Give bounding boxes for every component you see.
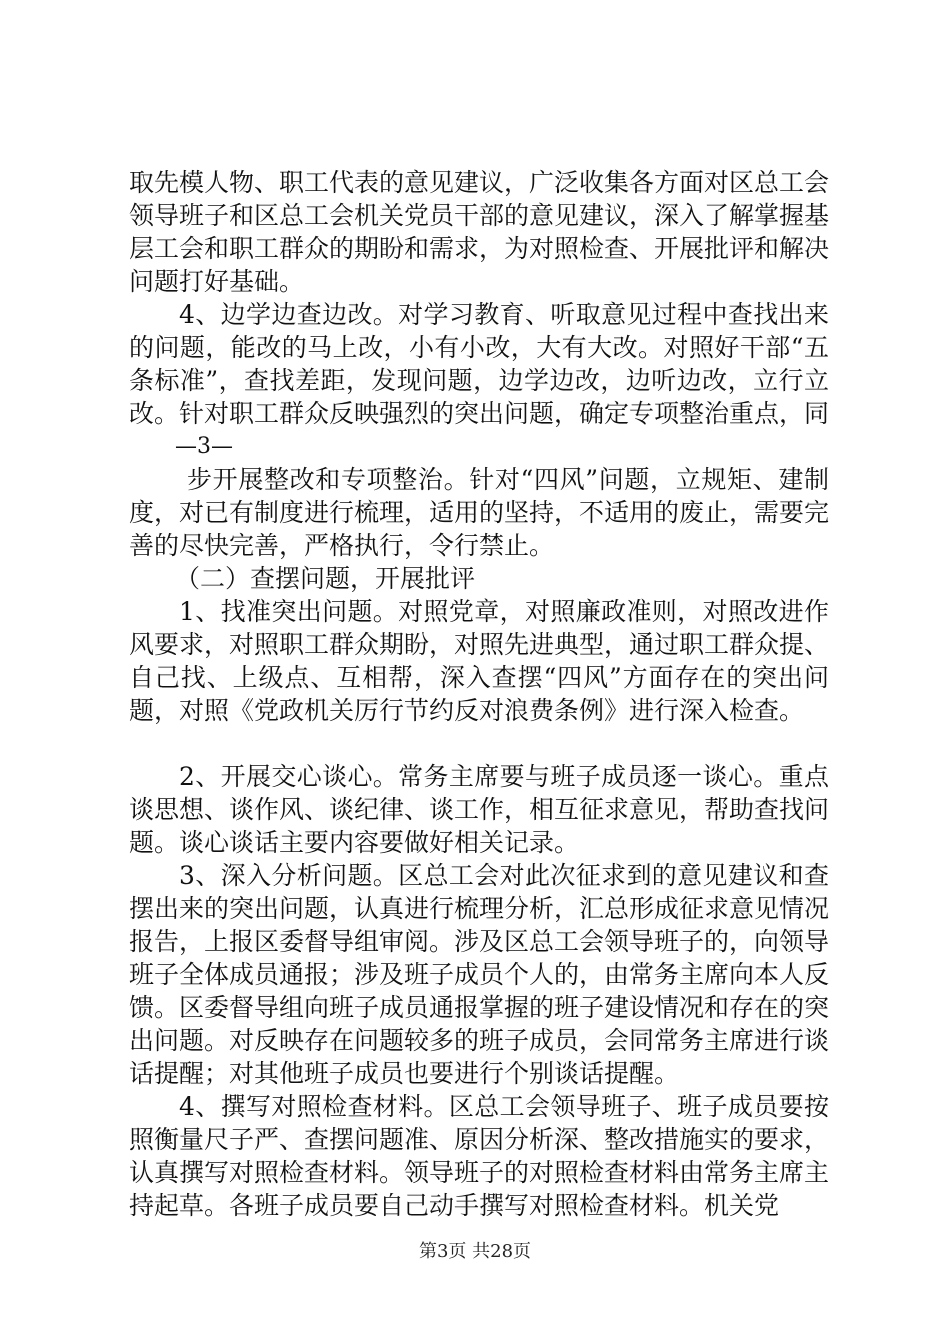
document-body: [129, 166, 829, 1222]
inline-page-number: —3—: [175, 434, 233, 459]
section-heading: （二）查摆问题，开展批评: [175, 564, 476, 593]
paragraph-item-4-materials: 4、撰写对照检查材料。区总工会领导班子、班子成员要按照衡量尺子严、查摆问题准、原因分析深、整改措施实的要求，认真撰写对照检查材料。领导班子的对照检查材料由常务主席主持起草。各班子成员要自己动手撰写对照检查材料。机关党: [129, 1092, 830, 1220]
paragraph-item-3-analysis: 3、深入分析问题。区总工会对此次征求到的意见建议和查摆出来的突出问题，认真进行梳理分析，汇总形成征求意见情况报告，上报区委督导组审阅。涉及区总工会领导班子的，向领导班子全体成员通报；涉及班子成员个人的，由常务主席向本人反馈。区委督导组向班子成员通报掌握的班子建设情况和存在的突出问题。对反映存在问题较多的班子成员，会同常务主席进行谈话提醒；对其他班子成员也要进行个别谈话提醒。: [129, 861, 830, 1088]
paragraph-item-2-talks: 2、开展交心谈心。常务主席要与班子成员逐一谈心。重点谈思想、谈作风、谈纪律、谈工作，相互征求意见，帮助查找问题。谈心谈话主要内容要做好相关记录。: [129, 762, 830, 857]
paragraph-item-1-problems: 1、找准突出问题。对照党章，对照廉政准则，对照改进作风要求，对照职工群众期盼，对照先进典型，通过职工群众提、自己找、上级点、互相帮，深入查摆“四风”方面存在的突出问题，对照《党政机关厉行节约反对浪费条例》进行深入检查。: [129, 597, 830, 725]
paragraph-continuation: 取先模人物、职工代表的意见建议，广泛收集各方面对区总工会领导班子和区总工会机关党员干部的意见建议，深入了解掌握基层工会和职工群众的期盼和需求，为对照检查、开展批评和解决问题打好基础。: [129, 168, 830, 296]
page-footer: 第3页 共28页: [418, 1241, 532, 1262]
paragraph-continuation-rectification: 步开展整改和专项整治。针对“四风”问题，立规矩、建制度，对已有制度进行梳理，适用的坚持，不适用的废止，需要完善的尽快完善，严格执行，令行禁止。: [129, 465, 830, 560]
paragraph-item-4-review: 4、边学边查边改。对学习教育、听取意见过程中查找出来的问题，能改的马上改，小有小改，大有大改。对照好干部“五条标准”，查找差距，发现问题，边学边改，边听边改，立行立改。针对职工群众反映强烈的突出问题，确定专项整治重点，同: [129, 300, 830, 428]
